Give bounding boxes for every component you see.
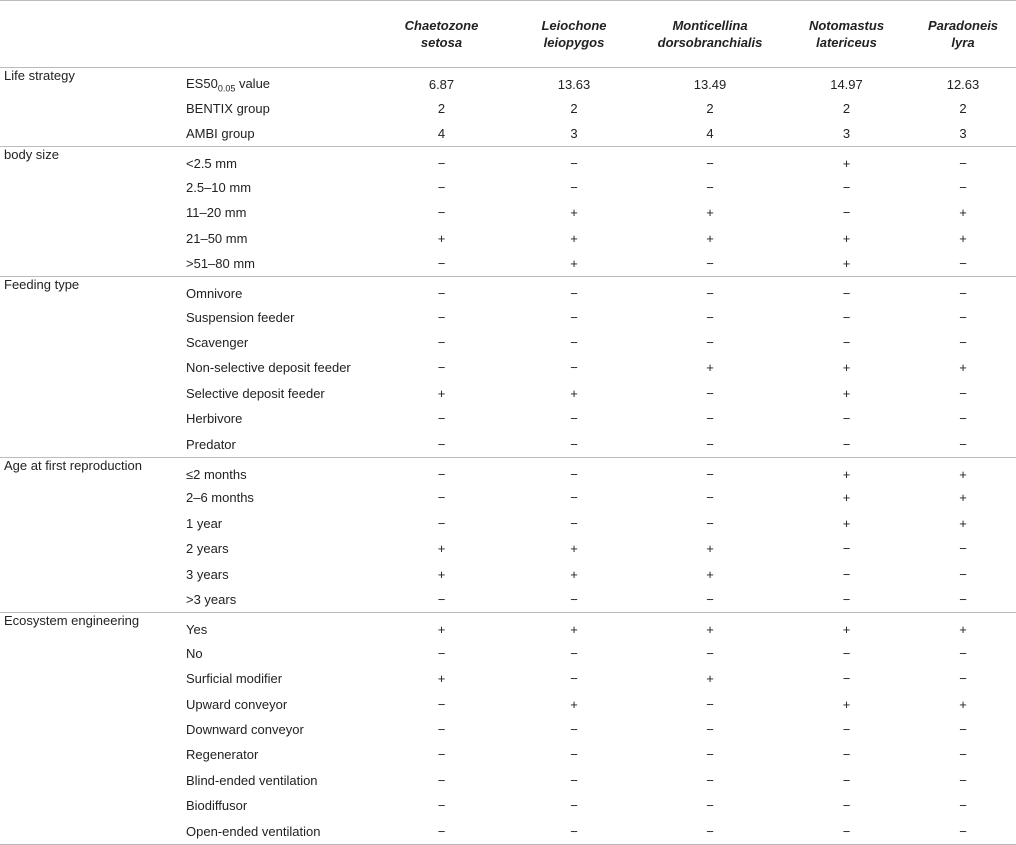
table-row	[0, 147, 1016, 175]
value-cell: −	[842, 205, 851, 221]
value-cell: −	[959, 645, 967, 661]
category-cell	[0, 330, 172, 355]
value-cell: −	[437, 490, 446, 506]
value-cell: −	[706, 467, 714, 483]
table-body	[0, 68, 1016, 845]
value-cell: −	[570, 309, 578, 325]
species-name-part: lyra	[951, 35, 975, 50]
value-cell: −	[706, 645, 714, 661]
trait-cell: Upward conveyor	[186, 696, 288, 712]
category-cell: Age at first reproduction	[4, 457, 143, 473]
value-cell: +	[570, 622, 578, 638]
species-name-part: Notomastus	[808, 18, 885, 33]
category-cell	[0, 768, 172, 793]
category-cell	[0, 251, 172, 277]
value-cell: −	[437, 411, 446, 427]
table-row	[0, 641, 1016, 666]
trait-subscript: 0.05	[217, 83, 236, 94]
value-cell: −	[706, 335, 714, 351]
trait-cell	[172, 68, 372, 96]
table-row	[0, 536, 1016, 561]
trait-cell: >3 years	[172, 587, 372, 613]
value-cell: −	[637, 587, 783, 613]
value-cell: −	[570, 645, 578, 661]
species-name-part: leiopygos	[543, 35, 605, 50]
category-cell	[0, 200, 172, 225]
value-cell: −	[959, 156, 967, 172]
table-row	[0, 613, 1016, 641]
value-cell: +	[842, 156, 851, 172]
value-cell: +	[437, 541, 446, 557]
header-empty-category	[0, 1, 172, 68]
category-cell	[0, 561, 172, 586]
value-cell: +	[706, 671, 714, 687]
category-cell	[0, 587, 172, 613]
value-cell: +	[959, 622, 967, 638]
species-header	[910, 1, 1016, 68]
trait-cell: 11–20 mm	[186, 205, 247, 221]
value-cell: −	[706, 515, 714, 531]
category-cell	[0, 121, 172, 147]
value-cell: −	[783, 431, 910, 457]
value-cell: −	[959, 772, 967, 788]
species-name-part: dorsobranchialis	[657, 35, 763, 50]
value-cell: −	[842, 566, 851, 582]
value-cell: +	[706, 541, 714, 557]
value-cell: +	[959, 230, 967, 246]
value-cell: −	[437, 721, 446, 737]
table-row	[0, 457, 1016, 485]
table-row	[0, 68, 1016, 96]
table-row	[0, 511, 1016, 536]
value-cell: −	[570, 515, 578, 531]
value-cell: −	[570, 335, 578, 351]
species-name-part: Paradoneis	[927, 18, 999, 33]
species-header	[511, 1, 637, 68]
value-cell: −	[570, 721, 578, 737]
value-cell: −	[437, 696, 446, 712]
value-cell: −	[706, 721, 714, 737]
table-row	[0, 793, 1016, 818]
value-cell: −	[959, 541, 967, 557]
value-cell: −	[511, 587, 637, 613]
category-cell	[0, 305, 172, 330]
value-cell: −	[910, 587, 1016, 613]
trait-suffix: value	[235, 75, 271, 91]
table-row	[0, 717, 1016, 742]
value-cell: 13.63	[557, 77, 591, 93]
trait-cell: AMBI group	[172, 121, 372, 147]
value-cell: −	[437, 360, 446, 376]
value-cell: 2	[437, 100, 446, 116]
value-cell: +	[570, 541, 578, 557]
header-row	[0, 1, 1016, 68]
species-name-part: Monticellina	[672, 18, 748, 33]
value-cell: −	[842, 772, 851, 788]
value-cell: −	[437, 179, 446, 195]
value-cell: +	[783, 251, 910, 277]
trait-cell: Suspension feeder	[186, 309, 295, 325]
value-cell: 12.63	[946, 77, 980, 93]
value-cell: 4	[637, 121, 783, 147]
value-cell: −	[511, 818, 637, 844]
value-cell: +	[842, 360, 851, 376]
value-cell: −	[570, 467, 578, 483]
value-cell: +	[570, 385, 578, 401]
category-cell	[0, 95, 172, 120]
category-cell: Feeding type	[4, 277, 80, 293]
value-cell: −	[511, 431, 637, 457]
species-header	[372, 1, 511, 68]
value-cell: 14.97	[830, 77, 863, 93]
value-cell: +	[437, 566, 446, 582]
value-cell: +	[959, 490, 967, 506]
trait-cell: 2–6 months	[186, 490, 254, 506]
table-row	[0, 251, 1016, 277]
value-cell: −	[570, 179, 578, 195]
value-cell: −	[706, 286, 714, 302]
value-cell: 13.49	[693, 77, 727, 93]
value-cell: 4	[372, 121, 511, 147]
value-cell: −	[842, 411, 851, 427]
value-cell: −	[570, 156, 578, 172]
category-cell	[0, 175, 172, 200]
trait-cell: Selective deposit feeder	[186, 385, 325, 401]
trait-cell: Herbivore	[186, 411, 243, 427]
value-cell: +	[706, 205, 714, 221]
value-cell: −	[437, 156, 446, 172]
value-cell: −	[570, 747, 578, 763]
value-cell: +	[959, 205, 967, 221]
value-cell: −	[706, 798, 714, 814]
table-header	[0, 1, 1016, 68]
value-cell: −	[959, 385, 967, 401]
value-cell: 2	[706, 100, 714, 116]
value-cell: −	[783, 818, 910, 844]
value-cell: −	[637, 431, 783, 457]
value-cell: −	[842, 335, 851, 351]
value-cell: −	[959, 747, 967, 763]
table-row	[0, 406, 1016, 431]
value-cell: −	[437, 205, 446, 221]
value-cell: +	[842, 515, 851, 531]
value-cell: +	[570, 205, 578, 221]
value-cell: −	[437, 309, 446, 325]
category-cell: Life strategy	[4, 68, 75, 83]
value-cell: −	[842, 798, 851, 814]
value-cell: 3	[910, 121, 1016, 147]
species-name-part: Chaetozone	[404, 18, 479, 33]
trait-cell: Downward conveyor	[186, 721, 304, 737]
value-cell: +	[706, 360, 714, 376]
value-cell: 3	[511, 121, 637, 147]
trait-cell: Regenerator	[186, 747, 259, 763]
value-cell: −	[570, 798, 578, 814]
value-cell: −	[842, 671, 851, 687]
value-cell: −	[570, 411, 578, 427]
table-row	[0, 691, 1016, 716]
trait-cell: Predator	[172, 431, 372, 457]
value-cell: +	[511, 251, 637, 277]
value-cell: 6.87	[428, 77, 455, 93]
value-cell: −	[959, 411, 967, 427]
value-cell: 3	[783, 121, 910, 147]
trait-cell: Scavenger	[186, 335, 249, 351]
value-cell: −	[637, 818, 783, 844]
value-cell: +	[437, 230, 446, 246]
category-cell: body size	[4, 147, 59, 163]
value-cell: −	[437, 798, 446, 814]
value-cell: −	[706, 309, 714, 325]
value-cell: +	[842, 467, 851, 483]
value-cell: +	[842, 385, 851, 401]
table-row	[0, 381, 1016, 406]
trait-cell: BENTIX group	[186, 100, 270, 116]
value-cell: −	[570, 490, 578, 506]
value-cell: −	[959, 721, 967, 737]
value-cell: +	[570, 566, 578, 582]
table-row	[0, 330, 1016, 355]
value-cell: −	[842, 179, 851, 195]
value-cell: −	[842, 541, 851, 557]
value-cell: −	[437, 467, 446, 483]
trait-cell: Open-ended ventilation	[172, 818, 372, 844]
table-row	[0, 225, 1016, 250]
category-cell	[0, 381, 172, 406]
value-cell: −	[959, 335, 967, 351]
value-cell: −	[842, 286, 851, 302]
value-cell: −	[372, 818, 511, 844]
value-cell: −	[570, 360, 578, 376]
value-cell: +	[706, 622, 714, 638]
value-cell: −	[959, 671, 967, 687]
table-row	[0, 818, 1016, 844]
trait-cell: No	[186, 645, 203, 661]
value-cell: −	[842, 645, 851, 661]
category-cell	[0, 485, 172, 510]
value-cell: −	[959, 309, 967, 325]
trait-cell: Yes	[186, 622, 208, 638]
value-cell: +	[437, 671, 446, 687]
value-cell: +	[706, 566, 714, 582]
value-cell: +	[842, 230, 851, 246]
value-cell: −	[437, 335, 446, 351]
value-cell: +	[959, 696, 967, 712]
trait-cell: 3 years	[186, 566, 229, 582]
trait-cell: 1 year	[186, 515, 223, 531]
value-cell: −	[706, 490, 714, 506]
category-cell	[0, 536, 172, 561]
table-row	[0, 587, 1016, 613]
category-cell	[0, 691, 172, 716]
category-cell	[0, 431, 172, 457]
table-row	[0, 431, 1016, 457]
value-cell: +	[959, 360, 967, 376]
value-cell: +	[842, 622, 851, 638]
value-cell: −	[437, 515, 446, 531]
header-empty-trait	[172, 1, 372, 68]
trait-cell: Blind-ended ventilation	[186, 772, 318, 788]
table-row	[0, 742, 1016, 767]
trait-cell: Non-selective deposit feeder	[186, 360, 351, 376]
category-cell	[0, 641, 172, 666]
value-cell: −	[706, 747, 714, 763]
value-cell: −	[706, 772, 714, 788]
table-row	[0, 355, 1016, 380]
value-cell: 2	[842, 100, 851, 116]
trait-cell: >51–80 mm	[172, 251, 372, 277]
table-row	[0, 561, 1016, 586]
table-row	[0, 200, 1016, 225]
value-cell: −	[706, 411, 714, 427]
table-row	[0, 121, 1016, 147]
value-cell: −	[637, 251, 783, 277]
species-header	[637, 1, 783, 68]
value-cell: −	[706, 385, 714, 401]
category-cell	[0, 225, 172, 250]
category-cell	[0, 355, 172, 380]
value-cell: 2	[570, 100, 578, 116]
value-cell: −	[959, 566, 967, 582]
value-cell: −	[706, 696, 714, 712]
value-cell: −	[783, 587, 910, 613]
category-cell	[0, 511, 172, 536]
trait-cell: ≤2 months	[186, 467, 247, 483]
value-cell: −	[570, 772, 578, 788]
trait-label: ES50	[186, 75, 218, 91]
table-row	[0, 305, 1016, 330]
category-cell	[0, 406, 172, 431]
category-cell	[0, 818, 172, 844]
value-cell: −	[437, 286, 446, 302]
value-cell: −	[437, 747, 446, 763]
value-cell: +	[437, 385, 446, 401]
value-cell: −	[910, 431, 1016, 457]
category-cell	[0, 793, 172, 818]
value-cell: +	[706, 230, 714, 246]
table-row	[0, 485, 1016, 510]
value-cell: +	[570, 230, 578, 246]
value-cell: −	[372, 587, 511, 613]
value-cell: −	[570, 286, 578, 302]
value-cell: −	[706, 156, 714, 172]
trait-cell: <2.5 mm	[186, 156, 237, 172]
species-header	[783, 1, 910, 68]
table-row	[0, 666, 1016, 691]
value-cell: +	[842, 696, 851, 712]
trait-cell: 2.5–10 mm	[186, 179, 252, 195]
table-row	[0, 95, 1016, 120]
value-cell: +	[959, 515, 967, 531]
value-cell: +	[437, 622, 446, 638]
value-cell: −	[372, 251, 511, 277]
table-row	[0, 277, 1016, 305]
trait-cell: Omnivore	[186, 286, 243, 302]
species-name-part: Leiochone	[541, 18, 607, 33]
value-cell: +	[570, 696, 578, 712]
trait-cell: Biodiffusor	[186, 798, 248, 814]
value-cell: −	[842, 747, 851, 763]
value-cell: −	[910, 818, 1016, 844]
category-cell: Ecosystem engineering	[4, 613, 140, 629]
category-cell	[0, 717, 172, 742]
species-name-part: latericeus	[816, 35, 877, 50]
value-cell: −	[372, 431, 511, 457]
value-cell: −	[910, 251, 1016, 277]
trait-cell: Surficial modifier	[186, 671, 283, 687]
value-cell: −	[842, 721, 851, 737]
category-cell	[0, 742, 172, 767]
value-cell: −	[570, 671, 578, 687]
trait-cell: 21–50 mm	[186, 230, 248, 246]
species-name-part: setosa	[420, 35, 463, 50]
value-cell: −	[706, 179, 714, 195]
trait-cell: 2 years	[186, 541, 229, 557]
value-cell: −	[842, 309, 851, 325]
value-cell: +	[842, 490, 851, 506]
table-row	[0, 768, 1016, 793]
value-cell: −	[437, 772, 446, 788]
value-cell: +	[959, 467, 967, 483]
value-cell: −	[959, 286, 967, 302]
value-cell: 2	[959, 100, 967, 116]
value-cell: −	[959, 179, 967, 195]
value-cell: −	[959, 798, 967, 814]
category-cell	[0, 666, 172, 691]
value-cell: −	[437, 645, 446, 661]
table-row	[0, 175, 1016, 200]
